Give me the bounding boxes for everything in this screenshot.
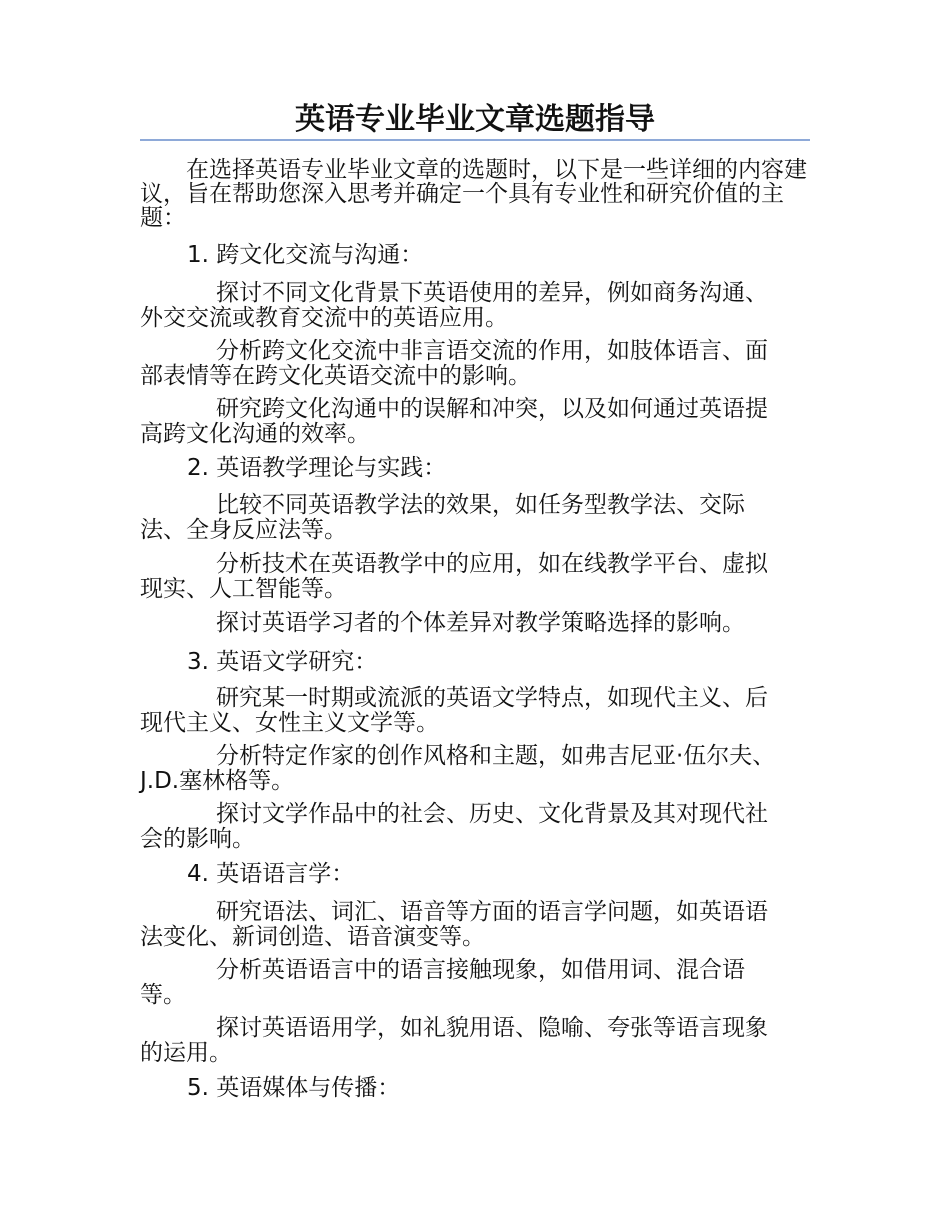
list-item: 分析英语语言中的语言接触现象，如借用词、混合语等。 [140,957,745,1008]
list-item: 分析跨文化交流中非言语交流的作用，如肢体语言、面部表情等在跨文化英语交流中的影响。 [140,338,768,389]
list-item: 探讨文学作品中的社会、历史、文化背景及其对现代社会的影响。 [140,801,768,852]
list-item: 比较不同英语教学法的效果，如任务型教学法、交际法、全身反应法等。 [140,492,745,543]
list-item: 研究某一时期或流派的英语文学特点，如现代主义、后现代主义、女性主义文学等。 [140,685,768,736]
title-underline [140,139,810,141]
section-heading: 2. 英语教学理论与实践： [187,455,447,481]
document-title: 英语专业毕业文章选题指导 [295,102,655,137]
section-heading: 1. 跨文化交流与沟通： [187,242,424,268]
section-heading: 5. 英语媒体与传播： [187,1075,401,1101]
section-heading: 3. 英语文学研究： [187,649,378,675]
list-item: 分析技术在英语教学中的应用，如在线教学平台、虚拟现实、人工智能等。 [140,551,768,602]
list-item: 分析特定作家的创作风格和主题，如弗吉尼亚·伍尔夫、J.D.塞林格等。 [140,743,776,794]
section-heading: 4. 英语语言学： [187,861,355,887]
list-item: 探讨不同文化背景下英语使用的差异，例如商务沟通、外交交流或教育交流中的英语应用。 [140,280,768,331]
intro-paragraph: 在选择英语专业毕业文章的选题时，以下是一些详细的内容建议，旨在帮助您深入思考并确定一个具有专业性和研究价值的主题： [140,157,807,231]
list-item: 探讨英语学习者的个体差异对教学策略选择的影响。 [216,610,745,636]
list-item: 探讨英语语用学，如礼貌用语、隐喻、夸张等语言现象的运用。 [140,1015,768,1066]
list-item: 研究语法、词汇、语音等方面的语言学问题，如英语语法变化、新词创造、语音演变等。 [140,899,768,950]
list-item: 研究跨文化沟通中的误解和冲突，以及如何通过英语提高跨文化沟通的效率。 [140,396,768,447]
